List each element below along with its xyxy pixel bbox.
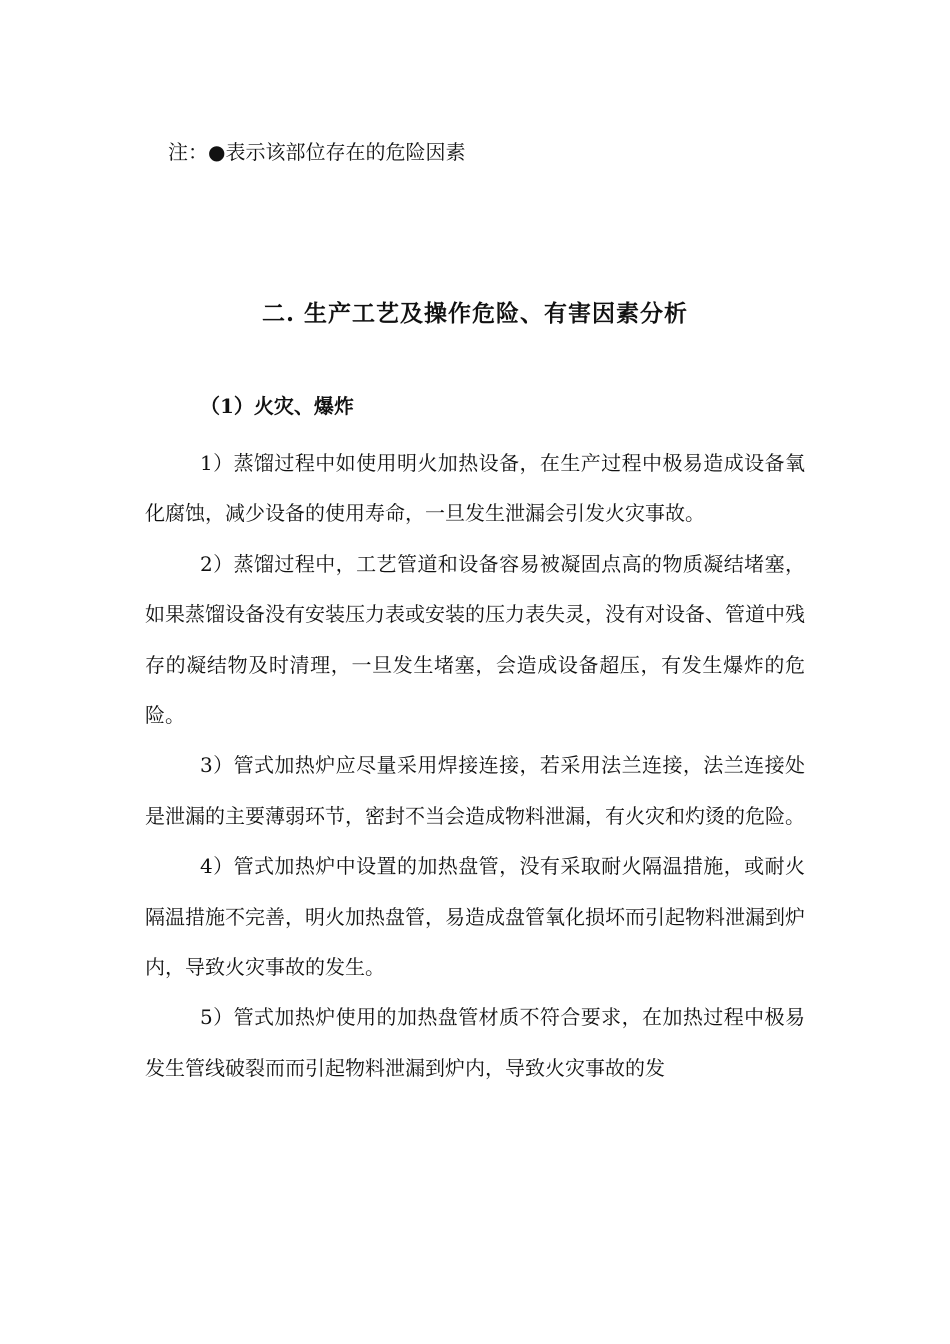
paragraph-5: 5）管式加热炉使用的加热盘管材质不符合要求，在加热过程中极易发生管线破裂而而引起物料泄漏到炉内，导致火灾事故的发 bbox=[145, 1005, 805, 1080]
subheading-fire-explosion: （1）火灾、爆炸 bbox=[200, 394, 354, 418]
paragraph-1: 1）蒸馏过程中如使用明火加热设备，在生产过程中极易造成设备氧化腐蚀，减少设备的使用寿命，一旦发生泄漏会引发火灾事故。 bbox=[145, 451, 805, 526]
legend-note: 注：●表示该部位存在的危险因素 bbox=[168, 140, 466, 164]
paragraph-4: 4）管式加热炉中设置的加热盘管，没有采取耐火隔温措施，或耐火隔温措施不完善，明火加热盘管，易造成盘管氧化损坏而引起物料泄漏到炉内，导致火灾事故的发生。 bbox=[145, 854, 805, 980]
body-text bbox=[145, 438, 805, 1093]
section-title: 二. 生产工艺及操作危险、有害因素分析 bbox=[261, 300, 688, 327]
paragraph-2: 2）蒸馏过程中，工艺管道和设备容易被凝固点高的物质凝结堵塞，如果蒸馏设备没有安装压力表或安装的压力表失灵，没有对设备、管道中残存的凝结物及时清理，一旦发生堵塞，会造成设备超压，有发生爆炸的危险。 bbox=[145, 551, 805, 728]
paragraph-3: 3）管式加热炉应尽量采用焊接连接，若采用法兰连接，法兰连接处是泄漏的主要薄弱环节，密封不当会造成物料泄漏，有火灾和灼烫的危险。 bbox=[145, 753, 805, 828]
